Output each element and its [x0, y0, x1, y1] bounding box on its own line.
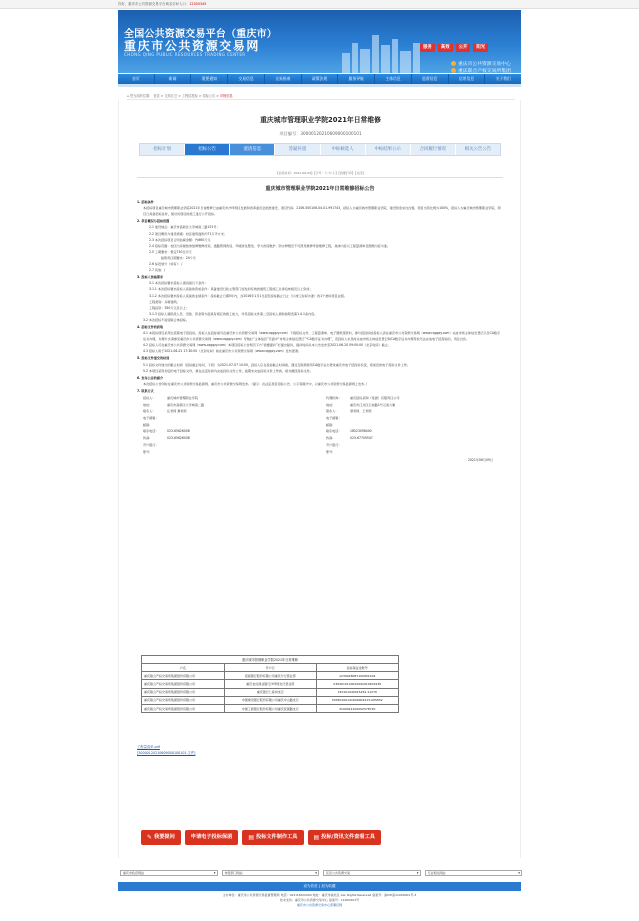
- site-selects: [120, 870, 522, 876]
- industry-site-select[interactable]: 行业相关网站 ▾: [425, 870, 523, 876]
- breadcrumb-item[interactable]: 首页: [153, 94, 160, 98]
- paragraph: 4.3 招标人将于2021-06-22 17:30:00（北京时间）前在重庆市公共资源交易网（www.cqggzy.com）发布澄清。: [143, 349, 302, 354]
- section-heading: 1. 招标条件: [137, 200, 154, 205]
- apply-guarantee-button[interactable]: [185, 830, 239, 845]
- paragraph: 2.1 建设地点：重庆市高新区大学城南二路151号；: [149, 225, 220, 230]
- table-cell: 重庆联合产权交易所集团股份有限公司: [142, 672, 225, 680]
- ask-question-button[interactable]: [141, 830, 181, 845]
- paragraph: 2.2 项目概况与建设规模：校区建筑面积约71万平方米；: [149, 231, 227, 236]
- contact-field: [143, 435, 320, 442]
- nav-shadow: [118, 84, 521, 87]
- info-meta: 【信息时间：2021-06-09】【字号：大 中 小】【我要打印】【关闭】: [275, 171, 366, 175]
- table-cell: 中国工商银行股份有限公司重庆民国路支行: [224, 704, 316, 712]
- contact-label: 开户银行：: [143, 442, 159, 447]
- tab-related[interactable]: 相关公告公告: [464, 147, 492, 152]
- table-cell: 0304010120010092914601936: [316, 680, 398, 688]
- contact-field: [326, 395, 503, 402]
- button-label: 申请电子投标保函: [190, 834, 233, 840]
- banner-centers: [451, 61, 511, 73]
- chat-icon: ✎: [147, 834, 153, 841]
- banner-slogans: [420, 44, 488, 52]
- nav-item[interactable]: 服务导航: [338, 74, 375, 84]
- table-cell: 中国建设银行股份有限公司重庆中山路支行: [224, 696, 316, 704]
- contact-label: 传真：: [143, 436, 153, 441]
- contact-field: [143, 402, 320, 409]
- contact-field: [326, 428, 503, 435]
- breadcrumb-prefix: 您当前的位置：: [130, 94, 153, 98]
- breadcrumb: ⌂ 您当前的位置： 首页 > 交易汇总 > 工程招投标 > 招标公告 > 详细信息: [127, 92, 515, 100]
- banner-english: CHONG QING PUBLIC RESOURCES TRADING CENTER: [124, 52, 246, 57]
- project-code: 项目编号：30000120210609000100101: [279, 131, 362, 136]
- table-caption: 重庆城市管理职业学院2021年日常维修: [141, 655, 399, 663]
- contact-label: 邮箱：: [326, 422, 336, 427]
- banner-subtitle: 重庆市公共资源交易网: [124, 39, 261, 53]
- contact-label: 联系人：: [326, 409, 339, 414]
- section-heading: 7. 联系方式: [137, 388, 154, 393]
- paragraph: 2.5 工期要求：暂定730日历天: [149, 249, 192, 254]
- attachments: [137, 744, 195, 757]
- table-cell: 重庆联合产权交易所集团股份有限公司: [142, 696, 225, 704]
- paragraph: 4.1 本招标项目采用全流程电子招投标，投标人在投标前可在重庆市公共资源交易网（www.cqggzy.com）下载招标文件、工程量清单、电子图纸等资料，参与招投标的投标人需在重庆市公共资源交易网（www.cqggzy.com）完成市场主体信息登记以及CA数字证书办理，办理方式请参见重庆市公共资源交易网（www.cqggzy.com）导航栏“主体信息”页面中“市场主体信息登记”“CA数字证书办理”，若投标人未及时完成市场主体信息登记和CA数字证书办理导致无法完成电子招投标的，责任自负。: [143, 331, 501, 342]
- announcement-body: [137, 186, 503, 463]
- contact-field: [326, 435, 503, 442]
- contact-label: 联系电话：: [143, 429, 159, 434]
- contact-label: 代理机构：: [326, 396, 342, 400]
- paragraph: 工程类别：房屋建筑；: [149, 299, 180, 304]
- stage-tabs: [139, 143, 501, 156]
- contact-label: 联系人：: [143, 409, 156, 414]
- nav-item[interactable]: 交易信息: [228, 74, 265, 84]
- contact-field: [143, 395, 320, 402]
- table-cell: 重庆联合产权交易所集团股份有限公司: [142, 688, 225, 696]
- main-nav: [118, 74, 521, 84]
- viewer-tool-button[interactable]: [308, 830, 381, 845]
- table-header: 开户行: [224, 664, 316, 672]
- contact-field: [326, 415, 503, 422]
- tab-qa[interactable]: 答疑补遗: [275, 144, 320, 155]
- contact-value: 汪老师 黎老师: [167, 409, 187, 414]
- breadcrumb-item[interactable]: 工程招投标: [181, 94, 198, 98]
- nav-item[interactable]: 关于我们: [495, 76, 511, 81]
- paragraph: 2.4 招标范围：校区内房屋装饰装修维修改造、道路管网改造、环境绿化整治、零力改造维护、防水修缮及不可预见维修零星维修工程，具体内容以工程量清单及图纸内容为准。: [149, 243, 391, 248]
- contact-field: [326, 449, 503, 456]
- center-2: 重庆联合产权交易所集团: [451, 68, 511, 73]
- table-header: 户名: [142, 664, 225, 672]
- contact-value: 18523098400: [350, 429, 372, 434]
- slogan-3: 公开: [456, 44, 471, 52]
- contact-field: [326, 408, 503, 415]
- top-bar: [0, 0, 639, 9]
- table-cell: 150101040015252-11270: [316, 688, 398, 696]
- contact-value: 023-65626008: [167, 436, 190, 441]
- table-cell: 3100021100002578720: [316, 704, 398, 712]
- contact-label: 开户银行：: [326, 442, 342, 447]
- contact-field: [326, 422, 503, 429]
- tab-result[interactable]: 中标结果公示: [366, 144, 411, 155]
- tab-clarification[interactable]: 澄清信息: [230, 144, 275, 155]
- doc-title: 重庆城市管理职业学院2021年日常维修招标公告: [265, 186, 375, 192]
- dept-site-select[interactable]: 市级部门网站 ▾: [222, 870, 320, 876]
- table-row: [142, 672, 399, 680]
- slogan-2: 高效: [438, 44, 453, 52]
- table-row: [142, 688, 399, 696]
- contact-value: 023-65626008: [167, 429, 190, 434]
- bid-tool-button[interactable]: [242, 830, 303, 845]
- county-site-select[interactable]: 区县公共资源交易 ▾: [323, 870, 421, 876]
- footer-line: 技术支持：重庆市公共资源交易中心 备案号：11000201号: [279, 898, 360, 902]
- contact-field: [143, 428, 320, 435]
- paragraph: 2.7 其他：/: [149, 268, 166, 273]
- slogan-1: 服务: [420, 44, 435, 52]
- section-heading: 2. 项目概况与招标范围: [137, 219, 170, 224]
- tab-contract[interactable]: 合同履行情况: [411, 144, 456, 155]
- contact-field: [143, 408, 320, 415]
- tab-plan[interactable]: 招标计划: [140, 144, 185, 155]
- doc-date: 2021年06月09日: [467, 458, 493, 463]
- breadcrumb-item[interactable]: 交易汇总: [164, 94, 178, 98]
- nav-item[interactable]: 交易指南: [265, 74, 302, 84]
- paragraph: 3.1.1 本次招标要求投标人具备的资质条件：具备建设行政主管部门颁发的有效的建筑工程施工总承包叁级及以上资质；: [149, 287, 313, 292]
- table-cell: 重庆联合产权交易所集团股份有限公司: [142, 680, 225, 688]
- button-label: 投标文件制作工具: [255, 834, 298, 840]
- contact-grid: [137, 395, 503, 455]
- nav-item[interactable]: 重要通知: [191, 74, 228, 84]
- contact-label: 传真：: [326, 436, 336, 441]
- section-heading: 3. 投标人资格要求: [137, 275, 164, 280]
- paragraph: 3.1 本次招标要求投标人须具备以下条件：: [149, 281, 208, 286]
- paragraph: 4.2 投标人可在重庆市公共资源交易网（www.cqggzy.com）本项目招标公告网页下方“我要提问”栏提出疑问，提问时间从本公告发布至2021-06-20 09:00:00（北京时间）截止。: [143, 343, 391, 348]
- footer-links[interactable]: 设为首页 | 加为收藏: [118, 882, 521, 891]
- gov-site-select[interactable]: 重庆市政府网站 ▾: [120, 870, 218, 876]
- paragraph: 本招标项目重庆城市管理职业学院2021年日常维修已由重庆市沙坪坝区发展和改革委员会批准建设，项目代码：2106-500106-04-01-991743，招标人为重庆城市管理职业学院，建设资金来自自筹，项目出资比例为100%，招标人为重庆城市管理职业学院，项目已具备招标条件，现对该项目的施工进行公开招标。: [143, 206, 501, 217]
- paragraph: 2.3 本次招标项目合同估算金额：约660万元: [149, 237, 211, 242]
- site-banner: [118, 10, 521, 73]
- table-cell: 重庆银行七星岗支行: [224, 688, 316, 696]
- page-title: 重庆城市管理职业学院2021年日常维修: [260, 116, 381, 124]
- section-heading: 4. 招标文件的获取: [137, 324, 164, 329]
- home-icon: ⌂: [127, 94, 131, 98]
- contact-value: 谭老师、王老师: [350, 409, 372, 414]
- attachment-link[interactable]: 工程量清单.pdf: [137, 745, 160, 749]
- paragraph: 2.6 标段划分（如有）：/: [149, 262, 183, 267]
- table-header: 投标保证金账号: [316, 664, 398, 672]
- paragraph: 缺陷责任期要求：24个月: [161, 255, 196, 260]
- section-heading: 5. 投标文件递交的时间: [137, 356, 170, 361]
- contact-label: 邮箱：: [143, 422, 153, 427]
- footer-line: 重庆市公共资源交易中心部署官网: [296, 903, 342, 907]
- breadcrumb-item[interactable]: 招标公告: [202, 94, 216, 98]
- contact-value: 重庆招标采购（集团）有限责任公司: [350, 396, 400, 400]
- topbar-text: 你好，重庆市公共资源交易平台域名访问入口：: [118, 2, 190, 6]
- paragraph: 5.1 投标文件递交的截止时间（投标截止时间，下同）为2021-07-07 10:00，投标人应在投标截止时间前，通过互联网使用CA数字证书登录重庆市电子招投标系统，将加密的电子投标文件上传。: [143, 362, 410, 367]
- contact-field: [143, 449, 320, 456]
- paragraph: 3.1.3 投标人须拟派人员、设备、资金等方面具有相应的施工能力，详见招标文件第二章投标人须知前附表第1.4.1条内容。: [149, 311, 318, 316]
- contact-label: 地址：: [326, 402, 336, 407]
- paragraph: 本次招标公告同时在重庆市公共资源交易监督网、重庆市公共资源交易网发布。（提示：在法定项目招标公告、公示等媒介中，以重庆市公共资源交易监督网上发布。）: [143, 381, 369, 386]
- deposit-account-table: [141, 655, 399, 713]
- button-label: 我要提问: [154, 834, 175, 840]
- paragraph: 5.2 本项目采用加密的电子投标文件，须在法定时间内完成投标文件上传，逾期未完成投标文件上传的，视为撤回投标文件。: [143, 368, 313, 373]
- tab-candidates[interactable]: 中标候选人: [321, 144, 366, 155]
- table-cell: 招商银行股份有限公司重庆分行营业部: [224, 672, 316, 680]
- button-label: 投标/资讯文件查看工具: [321, 834, 375, 840]
- nav-item[interactable]: 主体信息: [375, 74, 412, 84]
- contact-label: 电子邮箱：: [326, 416, 342, 421]
- contact-label: 联系电话：: [326, 429, 342, 434]
- table-row: [142, 696, 399, 704]
- paragraph: 工程投资：350万元及以上；: [149, 305, 189, 310]
- attachment-link[interactable]: [30000120210609000100101.文件]: [137, 751, 196, 756]
- topbar-hotline: 12300345: [189, 2, 207, 6]
- contact-field: [326, 402, 503, 409]
- contact-value: 重庆城市管理职业学院: [167, 396, 198, 400]
- breadcrumb-current: 详细信息: [220, 94, 233, 98]
- banner-title: 全国公共资源交易平台（重庆市）: [124, 29, 277, 40]
- contact-field: [326, 442, 503, 449]
- contact-field: [143, 442, 320, 449]
- table-cell: 50050100141600002213-005652: [316, 696, 398, 704]
- detail-page: [118, 100, 521, 858]
- nav-item[interactable]: 政策法规: [302, 74, 339, 84]
- contact-field: [143, 415, 320, 422]
- footer-line: 主办单位：重庆市公共资源交易监督管理局 电话：023-63622000 地址：重庆市渝北区 ALL Rights Reserved 备案号：渝ICP备11000001号-3: [222, 893, 417, 897]
- action-buttons: [141, 830, 381, 845]
- divider: [137, 177, 503, 178]
- table-cell: 1239048087109951204: [316, 672, 398, 680]
- paragraph: 3.1.2 本次招标要求投标人具备的业绩条件：投标截止日期5年内，自2016年1月1日起至投标截止日止（以竣工时间为准）的1个类似项目业绩。: [149, 293, 347, 298]
- nav-item[interactable]: 信用信息: [449, 74, 486, 84]
- contact-label: 地址：: [143, 402, 153, 407]
- nav-item[interactable]: 首页: [118, 74, 155, 84]
- nav-item[interactable]: 新闻: [155, 74, 192, 84]
- contact-value: 023-67709547: [350, 436, 373, 441]
- contact-label: 账号：: [143, 449, 153, 454]
- contact-value: 重庆市江北区石油路1号云南大厦: [350, 402, 396, 407]
- section-heading: 6. 发布公告的媒介: [137, 375, 164, 380]
- paragraph: 3.2 本次招标不接受联合体投标。: [143, 317, 190, 322]
- table-cell: 重庆农村商业银行沙坪坝支行营业部: [224, 680, 316, 688]
- table-row: [142, 680, 399, 688]
- tab-announcement[interactable]: 招标公告: [185, 144, 230, 155]
- table-row: [142, 704, 399, 712]
- contact-label: 招标人：: [143, 396, 156, 400]
- document-icon: ▤: [313, 834, 320, 841]
- slogan-4: 阳光: [473, 44, 488, 52]
- contact-label: 账号：: [326, 449, 336, 454]
- table-cell: 重庆联合产权交易所集团股份有限公司: [142, 704, 225, 712]
- nav-item[interactable]: 监督信息: [412, 74, 449, 84]
- document-icon: ▤: [248, 834, 254, 841]
- footer-info: [118, 893, 521, 908]
- contact-field: [143, 422, 320, 429]
- center-1: 重庆市公共资源交易中心: [451, 61, 511, 68]
- contact-value: 重庆市高新区大学城南二路: [167, 402, 205, 407]
- contact-label: 电子邮箱：: [143, 416, 159, 421]
